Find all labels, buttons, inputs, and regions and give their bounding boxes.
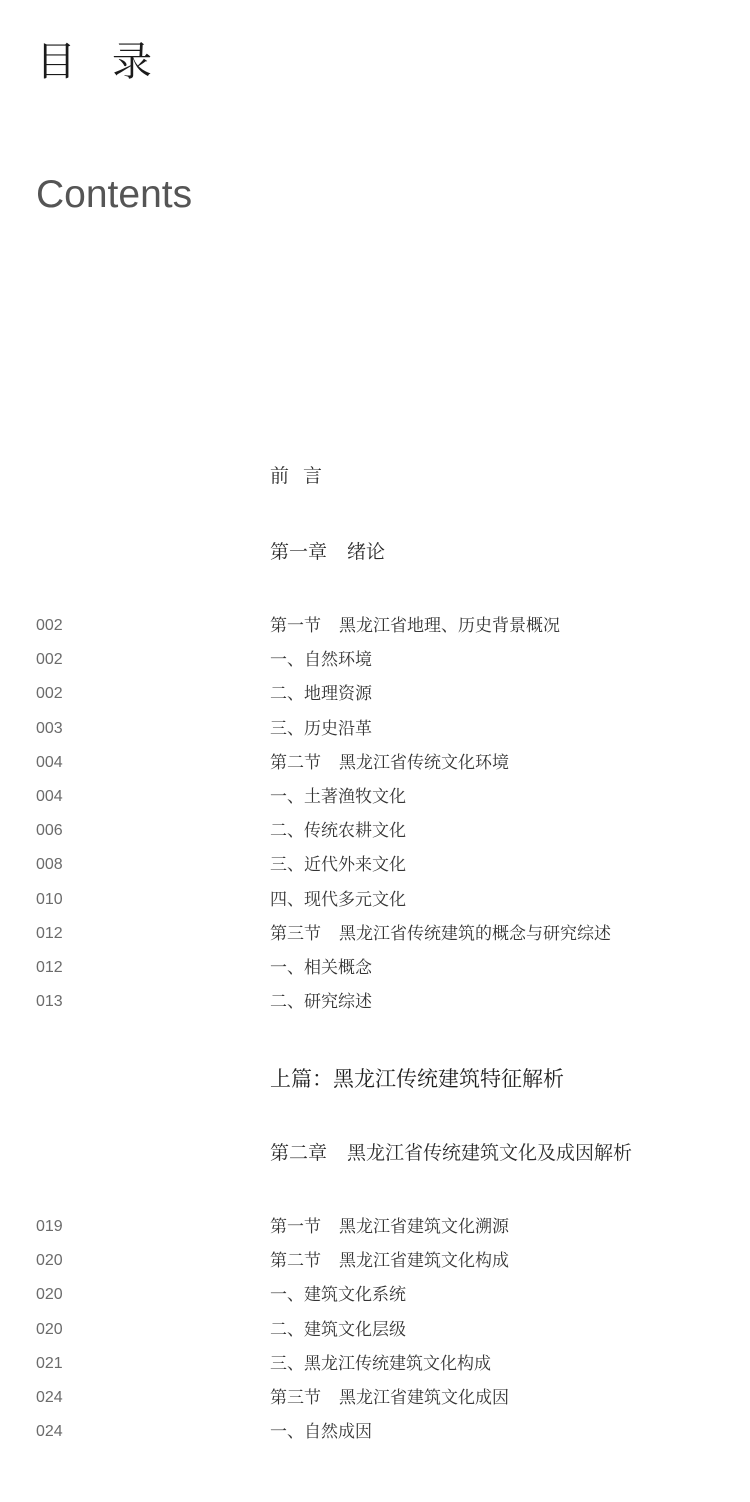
page-number: 008: [36, 856, 63, 874]
toc-entry[interactable]: [0, 917, 750, 951]
entry-label: [270, 1381, 509, 1415]
entry-label: [270, 985, 372, 1019]
entry-label: [270, 712, 372, 746]
toc-entry[interactable]: [0, 1278, 750, 1312]
entry-title: 四、现代多元文化: [270, 889, 406, 910]
chapter-number: 第一章: [270, 541, 328, 563]
toc-entry[interactable]: [0, 1347, 750, 1381]
page-number: 012: [36, 959, 63, 976]
toc-entry[interactable]: [0, 848, 750, 882]
section-number: 第二节: [270, 1251, 321, 1272]
page-number: 020: [36, 1320, 63, 1338]
entry-label: [270, 677, 372, 711]
section-number: 第三节: [270, 923, 321, 944]
toc-entry[interactable]: [0, 746, 750, 780]
toc-part-1[interactable]: 上篇：黑龙江传统建筑特征解析: [270, 1067, 564, 1091]
page-number: 006: [36, 822, 63, 840]
chapter-number: 第二章: [270, 1142, 328, 1164]
chapter-title: 黑龙江省传统建筑文化及成因解析: [347, 1142, 633, 1164]
entry-title: 二、传统农耕文化: [270, 821, 406, 842]
entry-title: 三、近代外来文化: [270, 855, 406, 876]
entry-label: [270, 643, 372, 677]
toc-entry[interactable]: [0, 951, 750, 985]
toc-entry[interactable]: [0, 1313, 750, 1347]
toc-entry[interactable]: [0, 1244, 750, 1278]
page-number: 010: [36, 890, 63, 908]
title-char-2: 录: [112, 39, 154, 85]
entry-title: 黑龙江省建筑文化溯源: [339, 1217, 509, 1237]
entry-title: 黑龙江省建筑文化成因: [339, 1388, 509, 1408]
entry-title: 黑龙江省地理、历史背景概况: [339, 616, 560, 636]
entry-label: [270, 1415, 372, 1449]
entry-label: [270, 917, 611, 951]
entry-label: [270, 609, 560, 643]
entry-title: 一、建筑文化系统: [270, 1285, 406, 1306]
page-number: 019: [36, 1218, 63, 1235]
page-number: 020: [36, 1286, 63, 1304]
page-number: 024: [36, 1423, 63, 1441]
entry-label: [270, 746, 509, 780]
page-number: 020: [36, 1252, 63, 1270]
preface-char-1: 前: [270, 465, 290, 487]
entry-label: [270, 1278, 406, 1312]
entry-title: 二、地理资源: [270, 684, 372, 705]
entry-title: 一、土著渔牧文化: [270, 787, 406, 807]
entry-label: [270, 848, 406, 882]
entry-label: [270, 1313, 406, 1347]
title-char-1: 目: [36, 39, 78, 85]
toc-entry[interactable]: [0, 814, 750, 848]
page-number: 004: [36, 788, 63, 805]
page-number: 003: [36, 719, 63, 737]
page-number: 002: [36, 685, 63, 703]
entry-label: [270, 814, 406, 848]
toc-entry[interactable]: [0, 1381, 750, 1415]
entry-title: 一、自然成因: [270, 1422, 372, 1443]
toc-entry[interactable]: [0, 609, 750, 643]
page-number: 024: [36, 1389, 63, 1406]
entry-title: 黑龙江省传统建筑的概念与研究综述: [339, 923, 611, 944]
toc-entry[interactable]: [0, 1210, 750, 1244]
toc-entry[interactable]: [0, 643, 750, 677]
preface-char-2: 言: [303, 465, 323, 487]
entry-label: [270, 780, 406, 814]
page-number: 013: [36, 993, 63, 1011]
entry-label: [270, 1244, 509, 1278]
toc-entry[interactable]: [0, 712, 750, 746]
page-number: 012: [36, 924, 63, 942]
page-number: 021: [36, 1354, 63, 1372]
entry-title: 黑龙江省传统文化环境: [339, 752, 509, 773]
entry-title: 三、历史沿革: [270, 718, 372, 739]
page-number: 004: [36, 753, 63, 771]
toc-preface[interactable]: [270, 463, 322, 489]
toc-entry[interactable]: [0, 985, 750, 1019]
entry-title: 一、相关概念: [270, 958, 372, 978]
section-number: 第一节: [270, 616, 321, 636]
entry-label: [270, 1210, 509, 1244]
page-title-english: Contents: [36, 173, 193, 216]
page-number: 002: [36, 617, 63, 634]
entry-title: 二、研究综述: [270, 992, 372, 1013]
toc-entry[interactable]: [0, 1415, 750, 1449]
entry-label: [270, 951, 372, 985]
chapter-title: 绪论: [347, 541, 386, 563]
entry-title: 黑龙江省建筑文化构成: [339, 1251, 509, 1272]
toc-chapter-1[interactable]: [270, 539, 385, 565]
entry-title: 二、建筑文化层级: [270, 1319, 406, 1340]
entry-label: [270, 1347, 491, 1381]
entry-title: 一、自然环境: [270, 650, 372, 671]
toc-entry[interactable]: [0, 780, 750, 814]
section-number: 第二节: [270, 752, 321, 773]
page-title-chinese: [36, 38, 154, 86]
toc-entry[interactable]: [0, 677, 750, 711]
section-number: 第一节: [270, 1217, 321, 1237]
entry-title: 三、黑龙江传统建筑文化构成: [270, 1353, 491, 1374]
toc-entry[interactable]: [0, 883, 750, 917]
page-number: 002: [36, 651, 63, 669]
entry-label: [270, 883, 406, 917]
section-number: 第三节: [270, 1388, 321, 1408]
toc-chapter-2[interactable]: [270, 1140, 632, 1166]
